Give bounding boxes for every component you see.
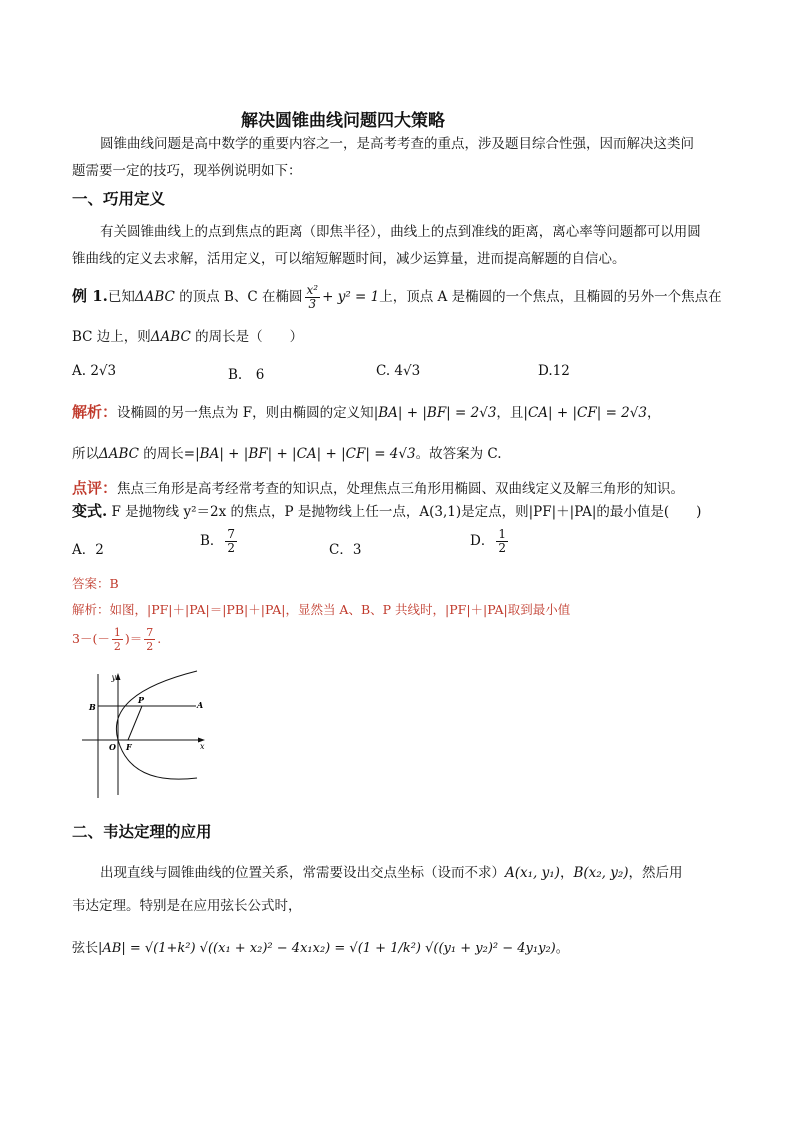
- intro-line-2: 题需要一定的技巧，现举例说明如下：: [72, 163, 302, 179]
- label-B: B: [89, 702, 96, 712]
- example1-text-c: 上，顶点 A 是椭圆的一个焦点，且椭圆的另外一个焦点在: [379, 289, 722, 305]
- segment-FP: [128, 706, 142, 740]
- variant-option-c: C．3: [329, 542, 362, 558]
- chord-formula: 弦长|AB| = √(1+k²) √((x₁ + x₂)² − 4x₁x₂) = √(1 + 1/k²) √((y₁ + y₂)² − 4y₁y₂)。: [72, 941, 569, 956]
- section2-heading: 二、韦达定理的应用: [72, 822, 212, 841]
- section1-para-line-1: 有关圆锥曲线上的点到焦点的距离（即焦半径），曲线上的点到准线的距离，离心率等问题都可以用圆: [100, 224, 701, 240]
- analysis1-eq1: |BA| + |BF| = 2√3: [373, 405, 497, 421]
- example1-label: 例 1.: [72, 287, 108, 305]
- example1-text-b: 的顶点 B、C 在椭圆: [179, 289, 303, 305]
- label-P: P: [138, 695, 145, 705]
- variant-analysis: 解析：如图，|PF|＋|PA|＝|PB|＋|PA|，显然当 A、B、P 共线时，|PF|＋|PA|取到最小值: [72, 602, 571, 617]
- example1-option-d: D.12: [538, 363, 570, 379]
- section1-para-line-2: 锥曲线的定义去求解，活用定义，可以缩短解题时间，减少运算量，进而提高解题的自信心。: [72, 251, 626, 267]
- analysis1-eq2: |CA| + |CF| = 2√3: [523, 405, 647, 421]
- variant-calc: 3－(－ $\frac{1}{2}$ )＝ $\frac{7}{2}$ .: [72, 626, 162, 653]
- ellipse-rest: + y² = 1: [322, 289, 380, 305]
- analysis1-line-1: [72, 398, 660, 427]
- variant-option-d: D． $\frac{1}{2}$: [470, 527, 506, 555]
- analysis1-line-2: [72, 440, 502, 468]
- coord-A: A(x₁, y₁): [505, 865, 560, 881]
- example1-line-2: [72, 323, 303, 351]
- triangle-symbol: ΔABC: [134, 289, 175, 305]
- section2-para-line-2: 韦达定理。特别是在应用弦长公式时，: [72, 898, 302, 914]
- comment-label: 点评：: [72, 479, 118, 497]
- analysis1-text: 设椭圆的另一焦点为 F，则由椭圆的定义知: [117, 405, 374, 421]
- analysis1-line2-a: 所以: [72, 446, 99, 462]
- y-axis-arrow: [116, 673, 121, 680]
- label-A: A: [197, 700, 204, 710]
- page-title: 解决圆锥曲线问题四大策略: [241, 111, 445, 131]
- example1-option-c: C. 4√3: [376, 363, 421, 379]
- label-O: O: [109, 742, 116, 752]
- parabola-curve: [116, 671, 197, 779]
- section1-heading: 一、巧用定义: [72, 189, 166, 208]
- intro-line-1: 圆锥曲线问题是高中数学的重要内容之一，是高考考查的重点，涉及题目综合性强，因而解决这类问: [100, 136, 694, 152]
- example1-line-1: [72, 282, 722, 311]
- analysis1-end: ，: [646, 405, 661, 421]
- label-y: y: [111, 673, 116, 682]
- variant-answer: 答案：B: [72, 576, 119, 591]
- ellipse-fraction: $\frac{\text{x²}}{3}$: [306, 283, 319, 311]
- variant-line: [72, 497, 701, 526]
- chord-eq-2: √(1 + 1/k²) √((y₁ + y₂)² − 4y₁y₂): [349, 941, 556, 956]
- example1-line2-a: BC 边上，则: [72, 329, 151, 345]
- example1-text-a: 已知: [107, 289, 135, 305]
- variant-label: 变式.: [72, 502, 108, 520]
- section2-para-line-1: 出现直线与圆锥曲线的位置关系，常需要设出交点坐标（设而不求）A(x₁, y₁)，B(x₂, y₂)，然后用: [100, 865, 683, 881]
- comment-text: 焦点三角形是高考经常考查的知识点，处理焦点三角形用椭圆、双曲线定义及解三角形的知识。: [117, 481, 685, 497]
- triangle-symbol-2: ΔABC: [150, 329, 191, 345]
- variant-option-a: A．2: [72, 542, 104, 558]
- parabola-figure: [80, 670, 215, 800]
- variant-option-b: B． $\frac{7}{2}$: [200, 527, 236, 555]
- analysis1-line2-eq: |BA| + |BF| + |CA| + |CF| = 4√3: [195, 446, 416, 462]
- label-F: F: [126, 742, 132, 752]
- analysis1-line2-b: 的周长=: [143, 446, 196, 462]
- example1-option-b: B. 6: [228, 367, 265, 383]
- label-x: x: [200, 742, 205, 751]
- triangle-symbol-3: ΔABC: [99, 446, 139, 462]
- chord-eq-1: |AB| = √(1+k²) √((x₁ + x₂)² − 4x₁x₂): [98, 941, 331, 956]
- analysis1-label: 解析：: [72, 403, 118, 421]
- analysis1-line2-c: 。故答案为 C.: [415, 446, 502, 462]
- variant-text: F 是抛物线 y²＝2x 的焦点，P 是抛物线上任一点，A(3,1)是定点，则|PF|＋|PA|的最小值是( ): [107, 504, 702, 520]
- example1-line2-b: 的周长是（ ）: [195, 329, 304, 345]
- coord-B: B(x₂, y₂): [573, 865, 629, 881]
- example1-option-a: A. 2√3: [72, 363, 117, 379]
- chord-label: 弦长: [72, 941, 99, 956]
- analysis1-mid: ，且: [496, 405, 524, 421]
